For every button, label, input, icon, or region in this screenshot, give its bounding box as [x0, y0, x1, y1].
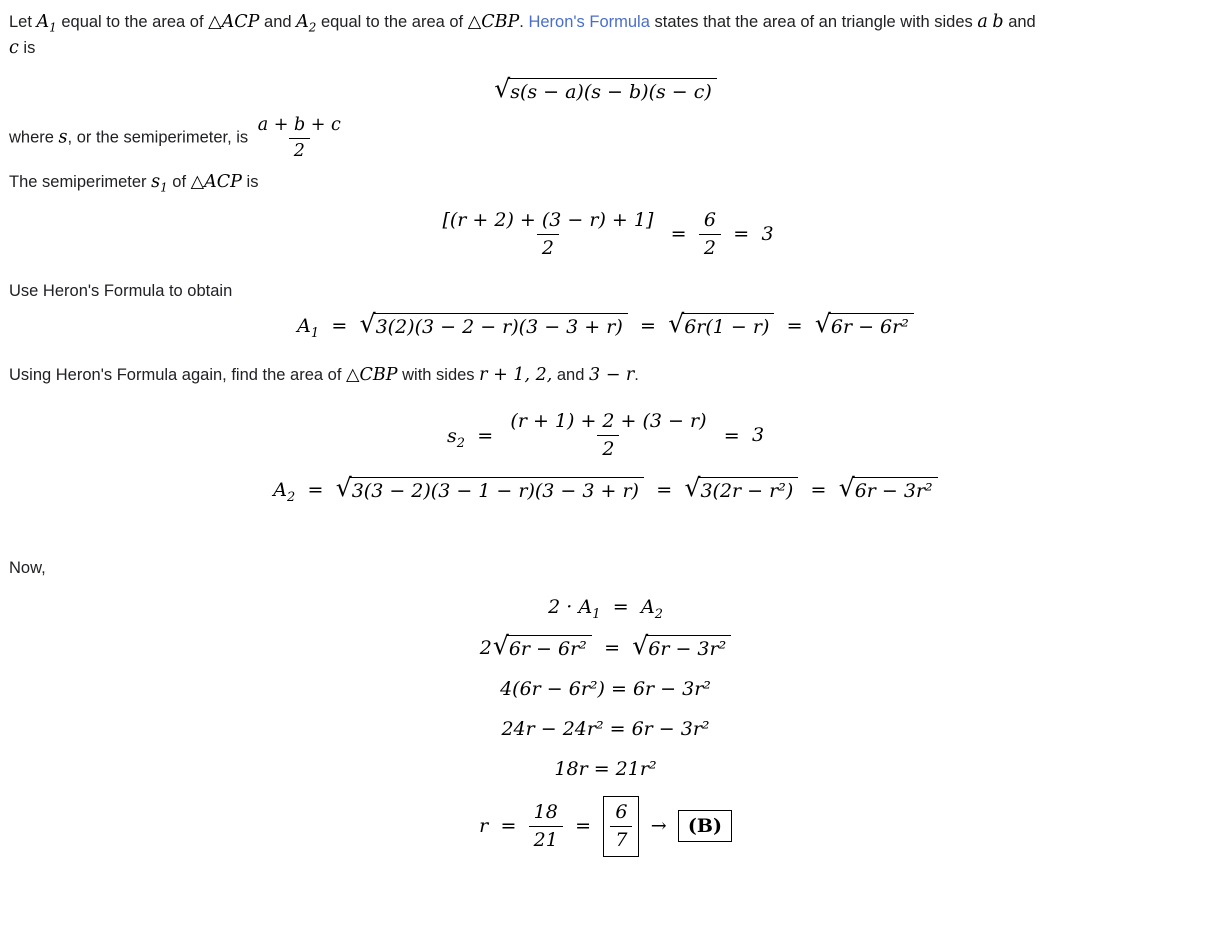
- coefficient-2: 2: [479, 636, 492, 659]
- equals-sign: =: [612, 595, 629, 618]
- s2-fraction: [505, 409, 711, 461]
- math-A1: [36, 12, 57, 35]
- math-A1-letter: A: [36, 12, 50, 32]
- equals-sign: =: [670, 223, 687, 246]
- s1-fraction: [437, 208, 658, 260]
- math-A2-subscript: 2: [308, 20, 317, 35]
- math-a: a: [977, 12, 988, 32]
- equals-sign: =: [307, 479, 324, 502]
- arrow-right-icon: →: [650, 815, 667, 838]
- a2-radicand-3: 6r − 3r²: [853, 477, 938, 504]
- math-A2: [296, 12, 317, 35]
- math-b: b: [992, 12, 1004, 32]
- intro-text-5: states that the area of an triangle with sides: [654, 13, 973, 31]
- heron-radicand: s(s − a)(s − b)(s − c): [508, 78, 717, 105]
- triangle-ACP-letters: ACP: [204, 172, 242, 193]
- triangle-symbol: △: [190, 172, 205, 193]
- fraction-denominator: 21: [529, 826, 563, 853]
- radical-sign-icon: √: [838, 472, 855, 502]
- now-line: Now,: [9, 558, 46, 577]
- math-r: r: [479, 815, 489, 838]
- s1-equation: [9, 208, 1202, 260]
- equation-step-3: [9, 678, 1202, 701]
- fraction-numerator: 18: [533, 801, 558, 824]
- math-triangle-CBP: [346, 365, 398, 385]
- math-A1-letter: A: [297, 315, 311, 337]
- math-A1-letter: A: [578, 595, 593, 618]
- two-cdot: 2 ·: [548, 595, 573, 618]
- equals-sign: =: [656, 479, 673, 502]
- sqrt-right: [632, 630, 731, 662]
- math-A2-subscript: 2: [287, 489, 296, 505]
- sqrt-a1-step2: [668, 308, 774, 340]
- equals-sign: =: [604, 636, 620, 659]
- equals-sign: =: [733, 223, 750, 246]
- math-c: c: [9, 38, 19, 58]
- equals-sign: =: [723, 424, 740, 447]
- math-A2-subscript: 2: [654, 606, 663, 622]
- semi-text-3: is: [246, 173, 259, 192]
- equation-step-2: [9, 630, 1202, 662]
- herons-formula-link[interactable]: Heron's Formula: [528, 13, 650, 31]
- semi-text-2: of: [172, 173, 187, 192]
- intro-text-1: Let: [9, 13, 32, 31]
- math-triangle-ACP: [208, 12, 259, 32]
- equation-step-1: [9, 595, 1202, 622]
- sqrt-a2-step2: [684, 472, 798, 504]
- math-A1-subscript: 1: [592, 606, 601, 622]
- s1-denominator: 2: [537, 234, 559, 261]
- period: .: [634, 366, 639, 385]
- math-A1: [578, 595, 601, 622]
- a2-radicand-1: 3(3 − 2)(3 − 1 − r)(3 − 3 + r): [350, 477, 644, 504]
- radical-sign-icon: √: [632, 630, 649, 660]
- s2-numerator: (r + 1) + 2 + (3 − r): [510, 410, 707, 433]
- use-herons-line: Use Heron's Formula to obtain: [9, 281, 233, 300]
- s1-numerator: [(r + 2) + (3 − r) + 1]: [442, 209, 654, 232]
- using-text-3: and: [556, 366, 585, 385]
- a2-radicand-2: 3(2r − r²): [698, 477, 798, 504]
- math-s2-subscript: 2: [456, 435, 465, 451]
- math-s1: [151, 172, 168, 195]
- fraction-denominator: 7: [610, 826, 632, 853]
- intro-text-3: and: [264, 13, 292, 31]
- period: .: [519, 13, 524, 31]
- triangle-symbol: △: [467, 12, 482, 32]
- equation-step-4: [9, 718, 1202, 741]
- math-A2: [273, 479, 296, 505]
- sqrt-left: [492, 630, 592, 662]
- triangle-CBP-letters: CBP: [481, 12, 520, 32]
- equals-sign: =: [331, 315, 348, 337]
- equals-sign: =: [810, 479, 827, 502]
- s2-equation: [9, 409, 1202, 461]
- math-A1-subscript: 1: [49, 20, 57, 35]
- fraction-18-over-21: [529, 800, 563, 852]
- intro-text-4: equal to the area of: [320, 13, 464, 31]
- math-A2-letter: A: [640, 595, 655, 618]
- math-sides-1: r + 1, 2,: [479, 365, 553, 386]
- equals-sign: =: [500, 815, 517, 838]
- boxed-fraction-answer: [603, 796, 639, 856]
- where-text: where: [9, 128, 54, 147]
- math-A2-letter: A: [273, 479, 288, 502]
- math-A2: [640, 595, 663, 622]
- math-triangle-ACP: [191, 172, 242, 192]
- step-4-expression: 24r − 24r² = 6r − 3r²: [501, 718, 710, 741]
- radical-sign-icon: √: [814, 308, 831, 338]
- semiperimeter-definition-line: [9, 114, 1202, 163]
- a1-radicand-2: 6r(1 − r): [682, 313, 774, 340]
- s2-denominator: 2: [597, 435, 619, 462]
- math-s2-letter: s: [446, 424, 457, 447]
- s2-result: 3: [751, 424, 765, 447]
- sqrt-a1-step3: [814, 308, 914, 340]
- sqrt-a2-step3: [838, 472, 938, 504]
- fraction-abc-over-2: [253, 114, 346, 163]
- math-A1: [297, 315, 320, 341]
- where-text-2: , or the semiperimeter, is: [67, 128, 249, 147]
- math-s1-letter: s: [151, 172, 161, 193]
- herons-formula-display: [9, 74, 1202, 105]
- a1-radicand-1: 3(2)(3 − 2 − r)(3 − 3 + r): [374, 313, 628, 340]
- equals-sign: =: [575, 815, 592, 838]
- math-s1-subscript: 1: [160, 180, 168, 195]
- equals-sign: =: [786, 315, 803, 337]
- math-s2: [446, 424, 465, 451]
- fraction-numerator: 6: [615, 801, 628, 824]
- triangle-ACP-letters: ACP: [221, 12, 260, 32]
- using-text-2: with sides: [402, 366, 475, 385]
- fraction-6-over-7: [610, 800, 632, 852]
- step-3-expression: 4(6r − 6r²) = 6r − 3r²: [500, 678, 711, 701]
- fraction-denominator: 2: [289, 138, 310, 163]
- six-halves-fraction: [699, 208, 721, 260]
- math-A2-letter: A: [296, 12, 309, 32]
- using-text-1: Using Heron's Formula again, find the area of: [9, 366, 342, 385]
- right-radicand: 6r − 3r²: [646, 635, 731, 662]
- math-triangle-CBP: [468, 12, 520, 32]
- intro-text-2: equal to the area of: [61, 13, 204, 31]
- radical-sign-icon: √: [492, 630, 509, 660]
- a1-radicand-3: 6r − 6r²: [829, 313, 914, 340]
- boxed-answer-letter: (B): [678, 810, 732, 842]
- s1-result: 3: [761, 223, 774, 246]
- area1-equation: [9, 308, 1202, 341]
- fraction-numerator: a + b + c: [257, 114, 341, 135]
- fraction-numerator: 6: [703, 209, 716, 232]
- radical-sign-icon: √: [668, 308, 685, 338]
- area2-equation: [9, 472, 1202, 505]
- sqrt-a2-step1: [335, 472, 644, 504]
- semi-text-1: The semiperimeter: [9, 173, 147, 192]
- semiperimeter-s1-line: [9, 169, 1202, 195]
- final-answer-equation: [9, 796, 1202, 856]
- sqrt-a1-step1: [359, 308, 628, 340]
- left-radicand: 6r − 6r²: [507, 635, 592, 662]
- radical-sign-icon: √: [359, 308, 376, 338]
- intro-paragraph: [9, 9, 1202, 61]
- using-again-line: [9, 362, 1202, 388]
- fraction-denominator: 2: [699, 234, 721, 261]
- equals-sign: =: [640, 315, 656, 337]
- math-sides-2: 3 − r: [589, 365, 635, 386]
- intro-text-6: and: [1008, 13, 1036, 31]
- radical-sign-icon: √: [335, 472, 352, 502]
- triangle-symbol: △: [208, 12, 222, 32]
- radical-sign-icon: √: [684, 472, 701, 502]
- intro-text-7: is: [23, 39, 36, 57]
- math-s: s: [58, 127, 68, 148]
- triangle-symbol: △: [346, 365, 360, 386]
- equals-sign: =: [477, 424, 494, 447]
- math-A1-subscript: 1: [310, 325, 320, 341]
- triangle-CBP-letters: CBP: [359, 365, 398, 386]
- radical-sign-icon: √: [494, 74, 511, 103]
- equation-step-5: [9, 758, 1202, 781]
- sqrt-heron: [494, 74, 717, 105]
- step-5-expression: 18r = 21r²: [554, 758, 657, 781]
